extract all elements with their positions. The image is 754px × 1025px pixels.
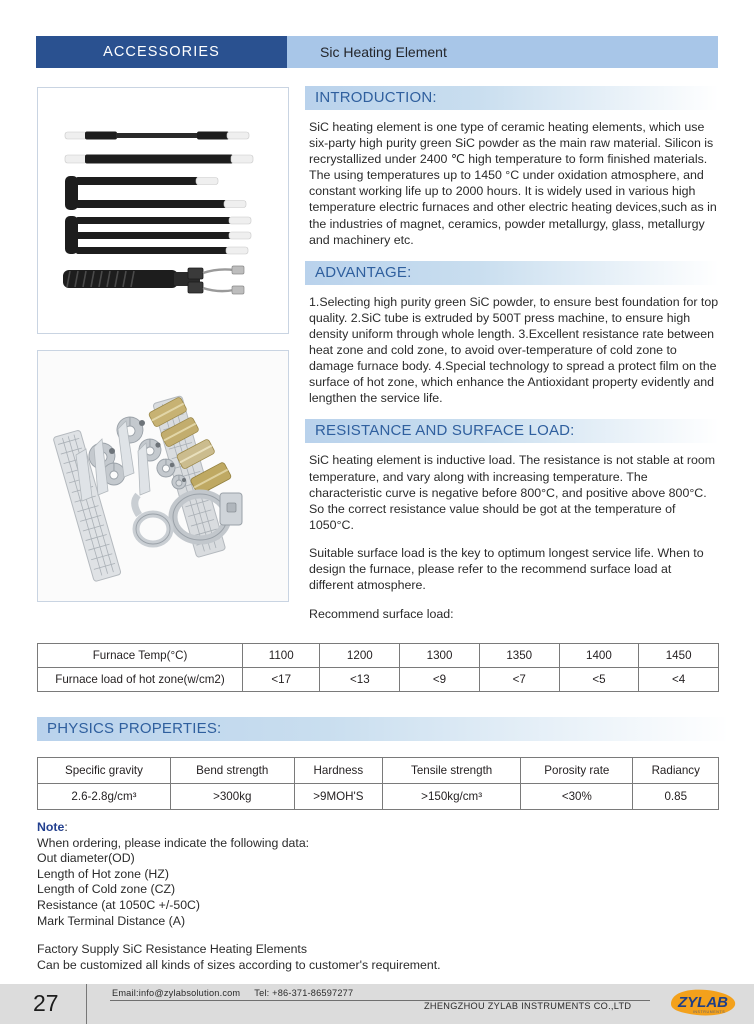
section-advantage — [305, 261, 719, 407]
load-cell: <9 — [400, 668, 480, 692]
note-line: Mark Terminal Distance (A) — [37, 913, 186, 928]
sic-heating-elements-photo — [37, 87, 289, 334]
table-row — [38, 668, 719, 692]
surface-load-table — [37, 643, 719, 692]
temp-cell: 1450 — [639, 644, 719, 668]
section-resistance-surface-load — [305, 419, 719, 621]
footer-company-name: ZHENGZHOU ZYLAB INSTRUMENTS CO.,LTD — [424, 1001, 632, 1011]
temp-cell: 1300 — [400, 644, 480, 668]
ordering-note-block — [37, 820, 597, 973]
category-label: ACCESSORIES — [103, 44, 220, 60]
introduction-heading: INTRODUCTION: — [305, 86, 719, 110]
note-title-line — [37, 820, 597, 836]
note-spacer — [37, 929, 597, 942]
resistance-paragraph-1: SiC heating element is inductive load. The resistance is not stable at room temperature, and vary along with increasing temperature. The characteristic curve is negative before 800°C, and positive above 800°C. So the correct resistance value should be got at the temperature of 1050°C. — [309, 453, 716, 532]
note-closing-line: Factory Supply SiC Resistance Heating Elements — [37, 942, 307, 957]
physics-properties-heading: PHYSICS PROPERTIES: — [37, 717, 729, 741]
physics-header-cell: Radiancy — [633, 758, 719, 784]
resistance-body — [309, 452, 719, 593]
note-line: Resistance (at 1050C +/-50C) — [37, 897, 201, 912]
note-closing-line: Can be customized all kinds of sizes according to customer's requirement. — [37, 957, 441, 972]
load-cell: <17 — [243, 668, 320, 692]
footer-tel: Tel: +86-371-86597277 — [254, 988, 354, 998]
load-cell: <7 — [479, 668, 559, 692]
introduction-paragraph: SiC heating element is one type of ceramic heating elements, which use six-party high purity green SiC powder as the main raw material. Silicon is recrystallized under 2400 ℃ high temperature to form finished materials. The using temperatures up to 1450 °C under oxidation atmosphere, and constant working life up to 2000 hours. It is widely used in various high temperature electric furnaces and other electric heating devices,such as in the industries of magnet, ceramics, powder metallurgy, glass, metallurgy and machinery etc. — [309, 120, 717, 247]
physics-properties-table — [37, 757, 719, 810]
table-row — [38, 758, 719, 784]
physics-header-cell: Specific gravity — [38, 758, 171, 784]
zylab-logo-icon — [663, 986, 743, 1020]
product-title-banner — [287, 36, 718, 68]
physics-value-cell: 0.85 — [633, 784, 719, 810]
footer-contact-info — [112, 988, 353, 998]
section-introduction — [305, 86, 719, 248]
advantage-body — [309, 294, 719, 407]
note-line: Length of Cold zone (CZ) — [37, 882, 176, 897]
advantage-paragraph: 1.Selecting high purity green SiC powder, to ensure best foundation for top quality. 2.SiC tube is extruded by 500T press machine, to ensure high density uniform through whole length. 3.Excellent resistance rate between heat zone and cold zone, to avoid over-temperature of cold zone to damage furnace body. 4.Special technology to spread a protect film on the surface of hot zone, which enhance the Antioxidant property evidently and lengthen the service life. — [309, 294, 719, 406]
resistance-heading: RESISTANCE AND SURFACE LOAD: — [305, 419, 719, 443]
physics-header-cell: Porosity rate — [521, 758, 633, 784]
resistance-paragraph-2: Suitable surface load is the key to optimum longest service life. When to design the furnace, please refer to the recommend surface load at different atmosphere. — [309, 545, 704, 593]
note-line: When ordering, please indicate the following data: — [37, 835, 310, 850]
physics-header-cell: Bend strength — [170, 758, 294, 784]
load-cell: <13 — [320, 668, 400, 692]
zylab-logo — [663, 986, 743, 1020]
physics-header-cell: Tensile strength — [383, 758, 521, 784]
category-banner — [36, 36, 287, 68]
surface-load-row-label-temp: Furnace Temp(°C) — [38, 644, 243, 668]
load-cell: <4 — [639, 668, 719, 692]
physics-value-cell: 2.6-2.8g/cm³ — [38, 784, 171, 810]
introduction-body — [309, 119, 719, 248]
accessories-illustration — [38, 351, 288, 601]
page-header-bar — [36, 36, 718, 68]
physics-value-cell: >300kg — [170, 784, 294, 810]
footer-email: Email:info@zylabsolution.com — [112, 988, 241, 998]
note-title-colon: : — [64, 820, 68, 834]
page-number: 27 — [33, 990, 59, 1016]
zylab-logo-wordmark: ZYLAB — [678, 994, 728, 1011]
table-row — [38, 644, 719, 668]
load-cell: <5 — [559, 668, 639, 692]
temp-cell: 1100 — [243, 644, 320, 668]
temp-cell: 1400 — [559, 644, 639, 668]
zylab-logo-subtext: INSTRUMENTS — [692, 1010, 726, 1014]
note-title: Note — [37, 820, 65, 834]
physics-value-cell: <30% — [521, 784, 633, 810]
physics-value-cell: >150kg/cm³ — [383, 784, 521, 810]
advantage-heading: ADVANTAGE: — [305, 261, 719, 285]
footer-divider — [86, 984, 87, 1024]
temp-cell: 1200 — [320, 644, 400, 668]
right-content-column — [305, 86, 719, 634]
physics-header-cell: Hardness — [294, 758, 382, 784]
note-line: Length of Hot zone (HZ) — [37, 866, 169, 881]
physics-value-cell: >9MOH'S — [294, 784, 382, 810]
table-row — [38, 784, 719, 810]
surface-load-row-label-load: Furnace load of hot zone(w/cm2) — [38, 668, 243, 692]
temp-cell: 1350 — [479, 644, 559, 668]
heating-elements-illustration — [38, 88, 288, 333]
page-title: Sic Heating Element — [320, 44, 447, 60]
surface-load-table-caption: Recommend surface load: — [309, 607, 454, 622]
sic-element-accessories-photo — [37, 350, 289, 602]
note-line: Out diameter(OD) — [37, 851, 135, 866]
